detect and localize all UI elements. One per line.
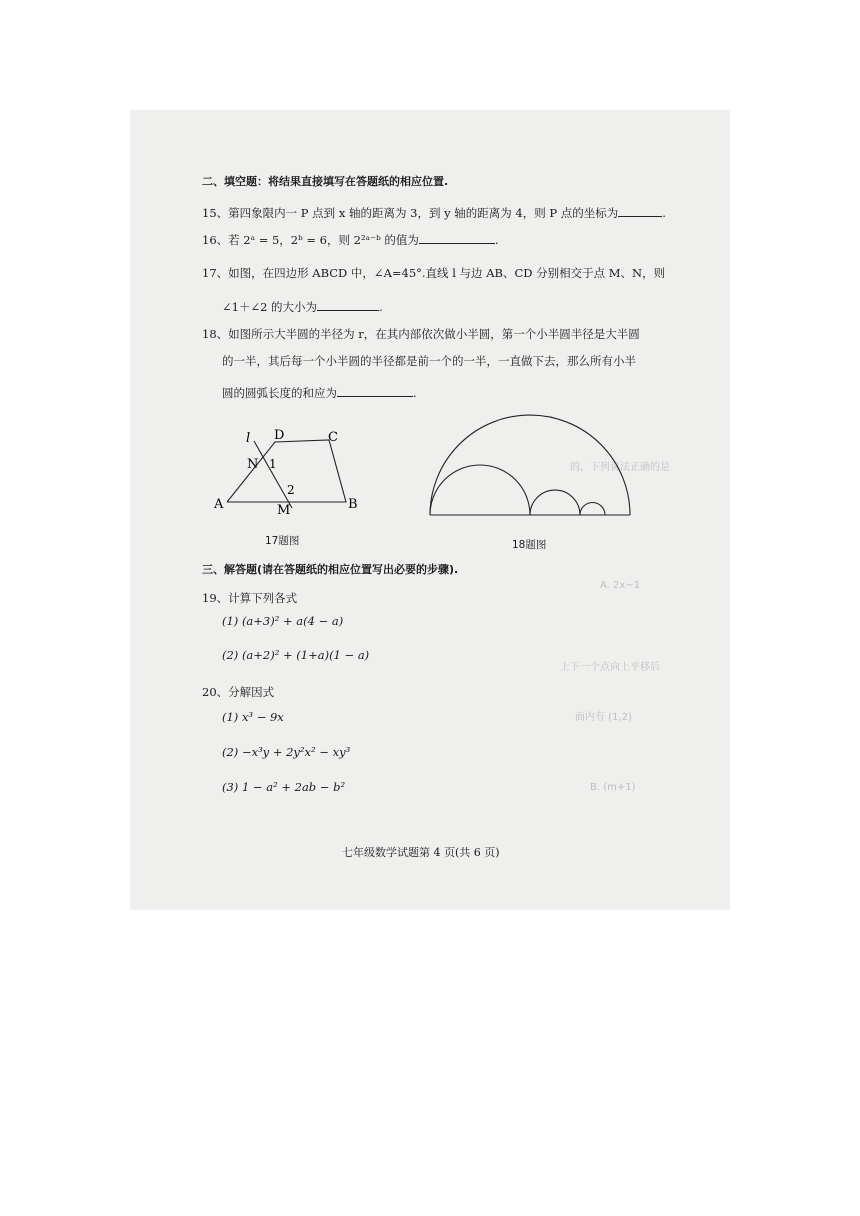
label-m: M (277, 503, 291, 518)
answer-blank (618, 205, 662, 217)
question-20-part1: (1) x³ − 9x (222, 710, 284, 724)
label-l: l (246, 431, 251, 446)
figure-17-caption: 17题图 (265, 535, 300, 547)
bleed-through-text: 的，下列说法正确的是 (570, 462, 670, 473)
label-angle-1: 1 (269, 457, 277, 471)
question-20-part2: (2) −x³y + 2y²x² − xy³ (222, 745, 351, 759)
question-19-part1: (1) (a+3)² + a(4 − a) (222, 614, 344, 628)
bleed-through-text: 上下一个点向上平移后 (560, 662, 660, 673)
answer-blank (317, 299, 379, 311)
figure-18-semicircles (420, 402, 640, 520)
question-20-title: 20、分解因式 (202, 685, 275, 699)
small-semicircle-2 (530, 490, 580, 515)
label-b: B (348, 497, 358, 512)
label-c: C (328, 430, 338, 445)
figure-18-caption: 18题图 (512, 539, 547, 551)
label-d: D (274, 428, 285, 443)
figure-17-quadrilateral (210, 420, 370, 520)
page-footer: 七年级数学试题第 4 页(共 6 页) (342, 846, 500, 859)
exam-page (130, 110, 730, 910)
answer-blank (337, 385, 413, 397)
line-l (254, 441, 292, 508)
section2-heading: 二、填空题：将结果直接填写在答题纸的相应位置. (202, 175, 449, 188)
question-19-part2: (2) (a+2)² + (1+a)(1 − a) (222, 648, 370, 662)
small-semicircle-1 (430, 465, 530, 515)
answer-blank (419, 232, 495, 244)
question-20-part3: (3) 1 − a² + 2ab − b² (222, 780, 346, 794)
question-16: 16、若 2ᵃ = 5，2ᵇ = 6，则 2²ᵃ⁻ᵇ 的值为 . (202, 233, 499, 247)
question-15-text: 15、第四象限内一 P 点到 x 轴的距离为 3，到 y 轴的距离为 4，则 P 点的坐标为 (202, 206, 619, 220)
bleed-through-text: 面内有 (1,2) (575, 712, 632, 723)
question-19-title: 19、计算下列各式 (202, 591, 298, 605)
small-semicircle-3 (580, 503, 605, 516)
question-18-line3: 圆的圆弧长度的和应为 . (222, 386, 417, 400)
question-18-line1: 18、如图所示大半圆的半径为 r，在其内部依次做小半圆，第一个小半圆半径是大半圆 (202, 327, 640, 341)
question-18-line2: 的一半，其后每一个小半圆的半径都是前一个的一半，一直做下去，那么所有小半 (222, 354, 636, 368)
question-16-text: 16、若 2ᵃ = 5，2ᵇ = 6，则 2²ᵃ⁻ᵇ 的值为 (202, 233, 419, 247)
label-n: N (247, 457, 259, 472)
question-15: 15、第四象限内一 P 点到 x 轴的距离为 3，到 y 轴的距离为 4，则 P 点的坐标为 . (202, 206, 666, 220)
section3-heading: 三、解答题(请在答题纸的相应位置写出必要的步骤). (202, 563, 459, 576)
label-angle-2: 2 (287, 483, 295, 497)
question-17-line2: ∠1＋∠2 的大小为 . (222, 300, 383, 314)
bleed-through-text: A. 2x−1 (600, 580, 641, 591)
label-a: A (214, 497, 224, 512)
bleed-through-text: B. (m+1) (590, 782, 636, 793)
question-17-line1: 17、如图，在四边形 ABCD 中，∠A=45°.直线 l 与边 AB、CD 分别相交于点 M、N，则 (202, 266, 666, 280)
large-semicircle (430, 415, 630, 515)
